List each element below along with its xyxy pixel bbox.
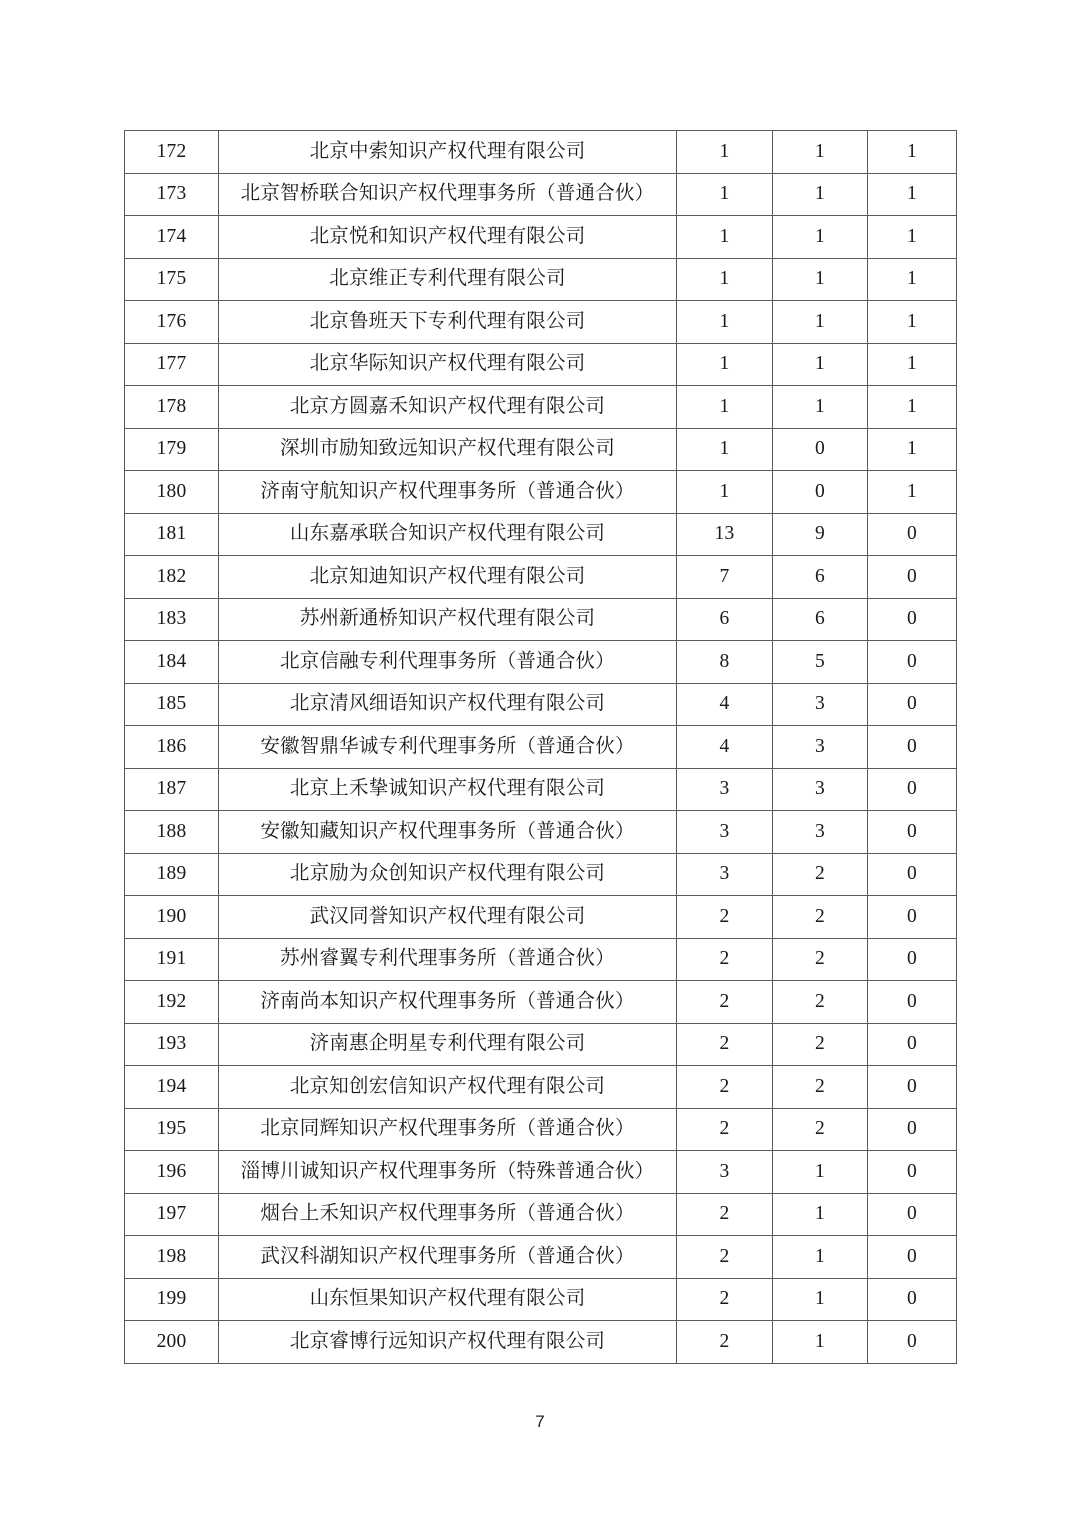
agency-name-cell: 北京智桥联合知识产权代理事务所（普通合伙） bbox=[219, 173, 677, 216]
value-3-cell: 0 bbox=[868, 556, 957, 599]
row-index-cell: 193 bbox=[125, 1023, 219, 1066]
agency-name-cell: 武汉科湖知识产权代理事务所（普通合伙） bbox=[219, 1236, 677, 1279]
value-1-cell: 13 bbox=[677, 513, 773, 556]
value-1-cell: 2 bbox=[677, 896, 773, 939]
value-3-cell: 1 bbox=[868, 131, 957, 174]
value-1-cell: 2 bbox=[677, 981, 773, 1024]
table-row bbox=[125, 131, 957, 174]
value-2-cell: 6 bbox=[773, 598, 868, 641]
value-1-cell: 1 bbox=[677, 343, 773, 386]
value-2-cell: 9 bbox=[773, 513, 868, 556]
agency-name-cell: 北京维正专利代理有限公司 bbox=[219, 258, 677, 301]
value-1-cell: 3 bbox=[677, 768, 773, 811]
agency-statistics-table-container bbox=[124, 130, 956, 1364]
value-3-cell: 1 bbox=[868, 173, 957, 216]
value-3-cell: 0 bbox=[868, 1108, 957, 1151]
row-index-cell: 191 bbox=[125, 938, 219, 981]
agency-name-cell: 济南惠企明星专利代理有限公司 bbox=[219, 1023, 677, 1066]
agency-name-cell: 北京同辉知识产权代理事务所（普通合伙） bbox=[219, 1108, 677, 1151]
value-2-cell: 1 bbox=[773, 1236, 868, 1279]
table-row bbox=[125, 471, 957, 514]
row-index-cell: 188 bbox=[125, 811, 219, 854]
table-row bbox=[125, 1151, 957, 1194]
value-2-cell: 1 bbox=[773, 1278, 868, 1321]
row-index-cell: 194 bbox=[125, 1066, 219, 1109]
agency-name-cell: 安徽智鼎华诚专利代理事务所（普通合伙） bbox=[219, 726, 677, 769]
value-3-cell: 1 bbox=[868, 428, 957, 471]
value-2-cell: 3 bbox=[773, 768, 868, 811]
value-3-cell: 0 bbox=[868, 1066, 957, 1109]
table-row bbox=[125, 1108, 957, 1151]
row-index-cell: 174 bbox=[125, 216, 219, 259]
page-number: 7 bbox=[535, 1412, 545, 1431]
value-3-cell: 0 bbox=[868, 598, 957, 641]
row-index-cell: 176 bbox=[125, 301, 219, 344]
value-1-cell: 2 bbox=[677, 1066, 773, 1109]
table-row bbox=[125, 343, 957, 386]
value-2-cell: 2 bbox=[773, 981, 868, 1024]
table-row bbox=[125, 896, 957, 939]
table-row bbox=[125, 641, 957, 684]
row-index-cell: 177 bbox=[125, 343, 219, 386]
agency-name-cell: 北京上禾挚诚知识产权代理有限公司 bbox=[219, 768, 677, 811]
agency-name-cell: 北京信融专利代理事务所（普通合伙） bbox=[219, 641, 677, 684]
agency-statistics-table bbox=[124, 130, 957, 1364]
table-row bbox=[125, 428, 957, 471]
value-2-cell: 1 bbox=[773, 173, 868, 216]
value-2-cell: 0 bbox=[773, 428, 868, 471]
value-2-cell: 1 bbox=[773, 216, 868, 259]
value-1-cell: 4 bbox=[677, 683, 773, 726]
value-1-cell: 1 bbox=[677, 216, 773, 259]
value-1-cell: 1 bbox=[677, 131, 773, 174]
value-1-cell: 2 bbox=[677, 1278, 773, 1321]
value-3-cell: 0 bbox=[868, 1023, 957, 1066]
value-3-cell: 1 bbox=[868, 301, 957, 344]
row-index-cell: 196 bbox=[125, 1151, 219, 1194]
value-2-cell: 2 bbox=[773, 1023, 868, 1066]
row-index-cell: 195 bbox=[125, 1108, 219, 1151]
value-3-cell: 0 bbox=[868, 811, 957, 854]
value-3-cell: 0 bbox=[868, 1321, 957, 1364]
table-row bbox=[125, 598, 957, 641]
agency-name-cell: 北京华际知识产权代理有限公司 bbox=[219, 343, 677, 386]
agency-name-cell: 安徽知藏知识产权代理事务所（普通合伙） bbox=[219, 811, 677, 854]
agency-name-cell: 淄博川诚知识产权代理事务所（特殊普通合伙） bbox=[219, 1151, 677, 1194]
value-1-cell: 6 bbox=[677, 598, 773, 641]
value-3-cell: 0 bbox=[868, 981, 957, 1024]
value-3-cell: 1 bbox=[868, 386, 957, 429]
value-2-cell: 1 bbox=[773, 1321, 868, 1364]
agency-name-cell: 北京鲁班天下专利代理有限公司 bbox=[219, 301, 677, 344]
agency-name-cell: 北京知迪知识产权代理有限公司 bbox=[219, 556, 677, 599]
value-2-cell: 1 bbox=[773, 131, 868, 174]
agency-name-cell: 苏州新通桥知识产权代理有限公司 bbox=[219, 598, 677, 641]
value-3-cell: 1 bbox=[868, 258, 957, 301]
value-2-cell: 1 bbox=[773, 258, 868, 301]
value-1-cell: 2 bbox=[677, 1108, 773, 1151]
value-2-cell: 1 bbox=[773, 1151, 868, 1194]
agency-name-cell: 武汉同誉知识产权代理有限公司 bbox=[219, 896, 677, 939]
value-1-cell: 3 bbox=[677, 853, 773, 896]
value-2-cell: 2 bbox=[773, 1066, 868, 1109]
value-1-cell: 1 bbox=[677, 386, 773, 429]
table-row bbox=[125, 768, 957, 811]
value-2-cell: 3 bbox=[773, 683, 868, 726]
table-row bbox=[125, 853, 957, 896]
value-3-cell: 0 bbox=[868, 513, 957, 556]
agency-name-cell: 北京清风细语知识产权代理有限公司 bbox=[219, 683, 677, 726]
value-1-cell: 1 bbox=[677, 258, 773, 301]
table-row bbox=[125, 216, 957, 259]
row-index-cell: 173 bbox=[125, 173, 219, 216]
agency-name-cell: 烟台上禾知识产权代理事务所（普通合伙） bbox=[219, 1193, 677, 1236]
value-1-cell: 1 bbox=[677, 428, 773, 471]
table-row bbox=[125, 1066, 957, 1109]
table-row bbox=[125, 811, 957, 854]
table-row bbox=[125, 1023, 957, 1066]
table-row bbox=[125, 258, 957, 301]
value-3-cell: 0 bbox=[868, 683, 957, 726]
value-2-cell: 1 bbox=[773, 1193, 868, 1236]
agency-name-cell: 山东嘉承联合知识产权代理有限公司 bbox=[219, 513, 677, 556]
row-index-cell: 189 bbox=[125, 853, 219, 896]
value-2-cell: 5 bbox=[773, 641, 868, 684]
table-row bbox=[125, 556, 957, 599]
value-3-cell: 0 bbox=[868, 641, 957, 684]
table-row bbox=[125, 726, 957, 769]
value-2-cell: 2 bbox=[773, 853, 868, 896]
table-row bbox=[125, 1278, 957, 1321]
row-index-cell: 200 bbox=[125, 1321, 219, 1364]
row-index-cell: 199 bbox=[125, 1278, 219, 1321]
value-1-cell: 7 bbox=[677, 556, 773, 599]
agency-name-cell: 北京悦和知识产权代理有限公司 bbox=[219, 216, 677, 259]
agency-name-cell: 济南守航知识产权代理事务所（普通合伙） bbox=[219, 471, 677, 514]
row-index-cell: 172 bbox=[125, 131, 219, 174]
value-3-cell: 1 bbox=[868, 216, 957, 259]
row-index-cell: 187 bbox=[125, 768, 219, 811]
row-index-cell: 184 bbox=[125, 641, 219, 684]
table-row bbox=[125, 938, 957, 981]
table-row bbox=[125, 513, 957, 556]
value-3-cell: 0 bbox=[868, 938, 957, 981]
table-row bbox=[125, 1236, 957, 1279]
row-index-cell: 179 bbox=[125, 428, 219, 471]
row-index-cell: 186 bbox=[125, 726, 219, 769]
agency-name-cell: 北京睿博行远知识产权代理有限公司 bbox=[219, 1321, 677, 1364]
row-index-cell: 197 bbox=[125, 1193, 219, 1236]
value-1-cell: 3 bbox=[677, 1151, 773, 1194]
table-row bbox=[125, 386, 957, 429]
row-index-cell: 198 bbox=[125, 1236, 219, 1279]
value-1-cell: 4 bbox=[677, 726, 773, 769]
value-3-cell: 0 bbox=[868, 1151, 957, 1194]
table-body bbox=[125, 131, 957, 1364]
value-2-cell: 3 bbox=[773, 726, 868, 769]
agency-name-cell: 济南尚本知识产权代理事务所（普通合伙） bbox=[219, 981, 677, 1024]
value-3-cell: 0 bbox=[868, 1236, 957, 1279]
row-index-cell: 180 bbox=[125, 471, 219, 514]
table-row bbox=[125, 981, 957, 1024]
row-index-cell: 185 bbox=[125, 683, 219, 726]
value-2-cell: 1 bbox=[773, 386, 868, 429]
value-3-cell: 0 bbox=[868, 896, 957, 939]
row-index-cell: 182 bbox=[125, 556, 219, 599]
row-index-cell: 178 bbox=[125, 386, 219, 429]
row-index-cell: 192 bbox=[125, 981, 219, 1024]
value-3-cell: 0 bbox=[868, 726, 957, 769]
row-index-cell: 181 bbox=[125, 513, 219, 556]
value-2-cell: 1 bbox=[773, 343, 868, 386]
value-1-cell: 8 bbox=[677, 641, 773, 684]
table-row bbox=[125, 173, 957, 216]
agency-name-cell: 山东恒果知识产权代理有限公司 bbox=[219, 1278, 677, 1321]
agency-name-cell: 北京方圆嘉禾知识产权代理有限公司 bbox=[219, 386, 677, 429]
table-row bbox=[125, 301, 957, 344]
value-1-cell: 2 bbox=[677, 938, 773, 981]
value-1-cell: 1 bbox=[677, 301, 773, 344]
value-3-cell: 0 bbox=[868, 1193, 957, 1236]
agency-name-cell: 北京中索知识产权代理有限公司 bbox=[219, 131, 677, 174]
value-3-cell: 0 bbox=[868, 853, 957, 896]
value-1-cell: 1 bbox=[677, 471, 773, 514]
value-1-cell: 2 bbox=[677, 1023, 773, 1066]
value-3-cell: 1 bbox=[868, 343, 957, 386]
table-row bbox=[125, 1193, 957, 1236]
value-3-cell: 1 bbox=[868, 471, 957, 514]
value-1-cell: 2 bbox=[677, 1193, 773, 1236]
table-row bbox=[125, 683, 957, 726]
value-2-cell: 2 bbox=[773, 938, 868, 981]
value-1-cell: 2 bbox=[677, 1236, 773, 1279]
value-3-cell: 0 bbox=[868, 768, 957, 811]
agency-name-cell: 苏州睿翼专利代理事务所（普通合伙） bbox=[219, 938, 677, 981]
value-2-cell: 1 bbox=[773, 301, 868, 344]
value-2-cell: 0 bbox=[773, 471, 868, 514]
value-2-cell: 3 bbox=[773, 811, 868, 854]
value-2-cell: 2 bbox=[773, 1108, 868, 1151]
row-index-cell: 175 bbox=[125, 258, 219, 301]
row-index-cell: 190 bbox=[125, 896, 219, 939]
value-2-cell: 6 bbox=[773, 556, 868, 599]
value-1-cell: 1 bbox=[677, 173, 773, 216]
table-row bbox=[125, 1321, 957, 1364]
value-1-cell: 3 bbox=[677, 811, 773, 854]
row-index-cell: 183 bbox=[125, 598, 219, 641]
agency-name-cell: 北京知创宏信知识产权代理有限公司 bbox=[219, 1066, 677, 1109]
agency-name-cell: 北京励为众创知识产权代理有限公司 bbox=[219, 853, 677, 896]
agency-name-cell: 深圳市励知致远知识产权代理有限公司 bbox=[219, 428, 677, 471]
value-3-cell: 0 bbox=[868, 1278, 957, 1321]
value-2-cell: 2 bbox=[773, 896, 868, 939]
value-1-cell: 2 bbox=[677, 1321, 773, 1364]
